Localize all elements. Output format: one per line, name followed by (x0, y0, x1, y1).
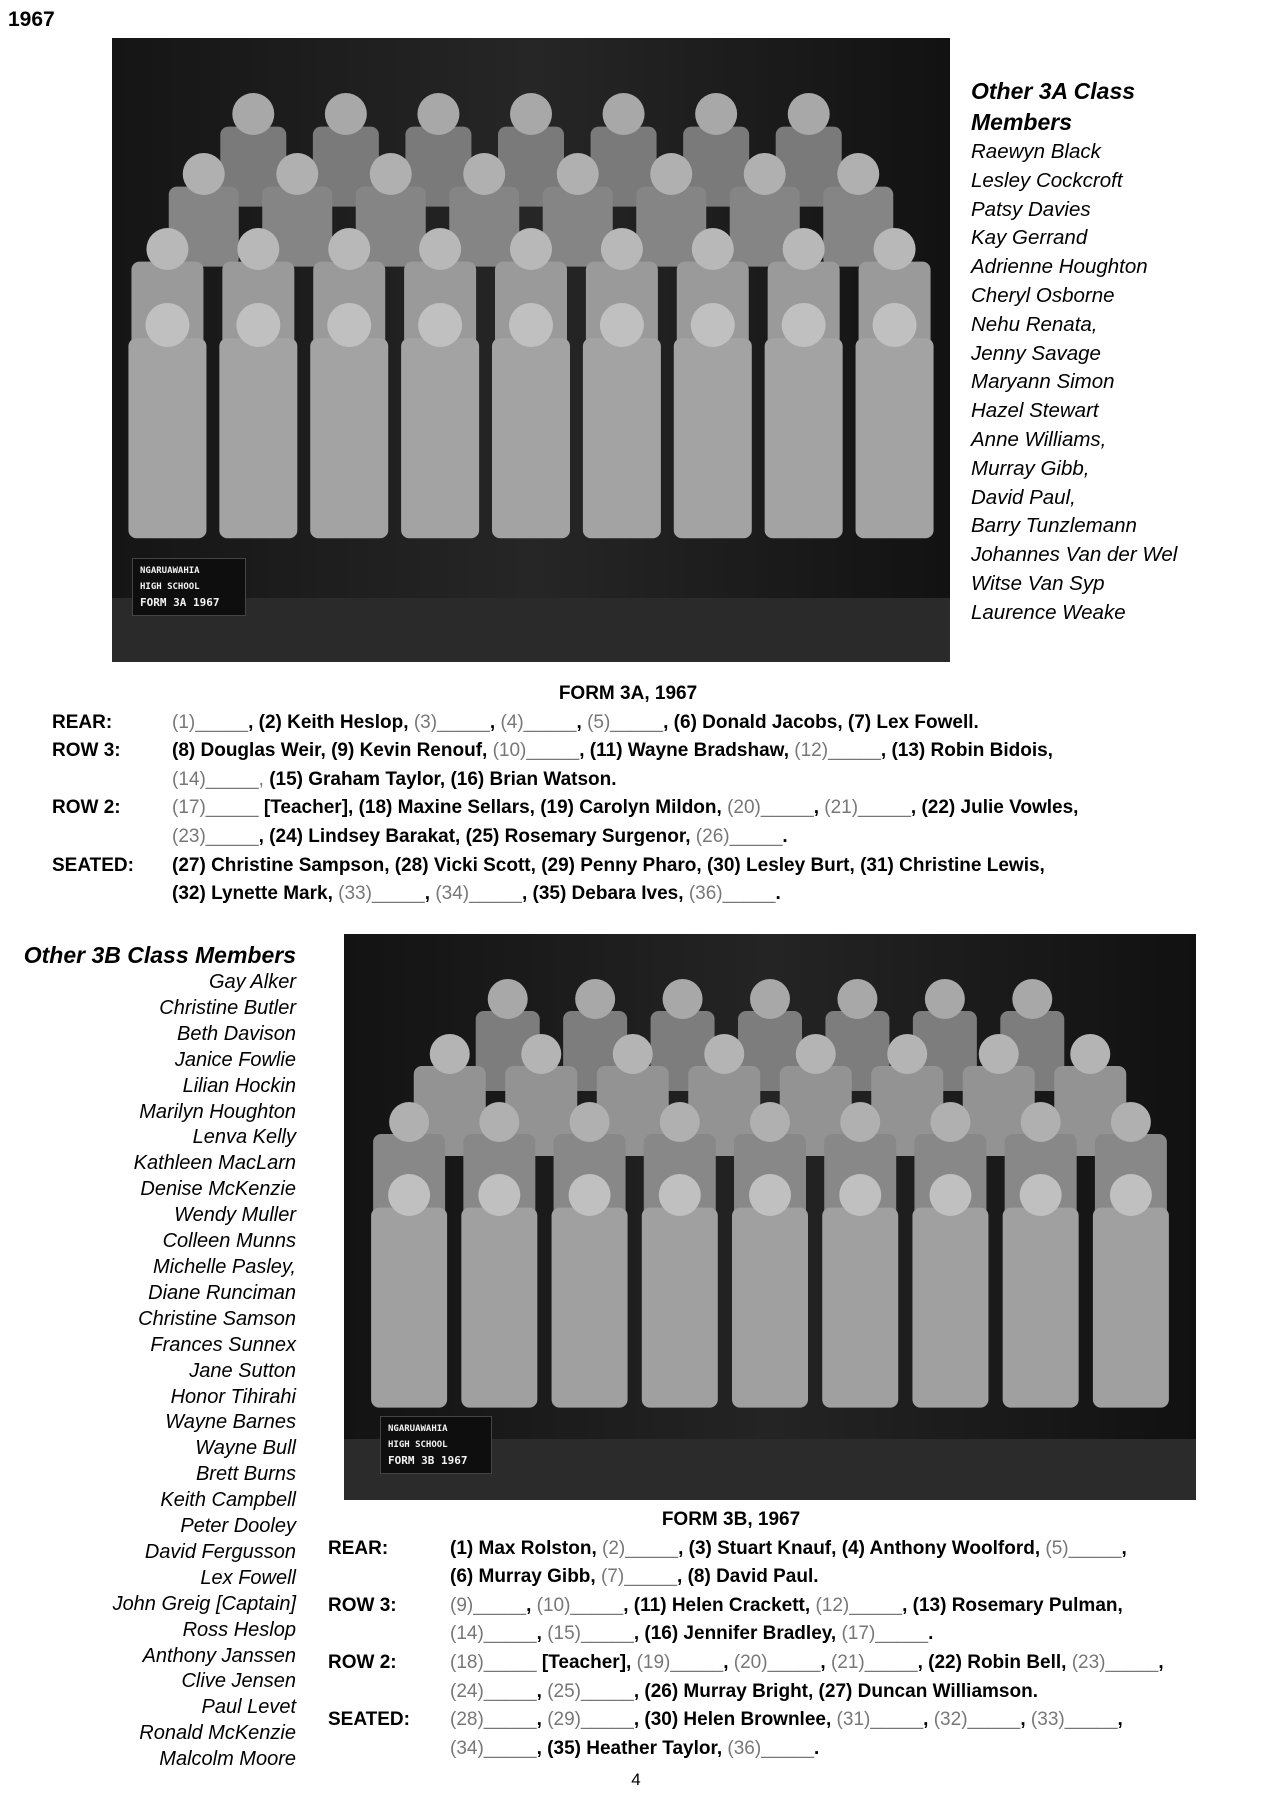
student-figure-head (327, 303, 371, 347)
student-names: . (814, 1737, 820, 1759)
placard-school-line-2: HIGH SCHOOL (388, 1440, 448, 1450)
unidentified-placeholder: (12)_____ (794, 740, 881, 762)
student-figure-head (839, 1174, 881, 1216)
student-names: , (35) Debara Ives, (521, 883, 689, 905)
caption-line (450, 1706, 1268, 1735)
form-3a-caption-rows (52, 709, 1252, 909)
student-figure-head (887, 1034, 927, 1074)
unidentified-placeholder: (9)_____ (450, 1594, 527, 1616)
placard-school-line-2: HIGH SCHOOL (140, 582, 200, 592)
student-figure-body (583, 338, 661, 538)
caption-line (450, 1620, 1268, 1649)
form-3b-photo-placard (380, 1416, 492, 1474)
unidentified-placeholder: (1)_____ (172, 711, 249, 733)
student-figure-head (232, 93, 274, 135)
form-3a-caption-title: FORM 3A, 1967 (558, 683, 698, 704)
student-figure-head (600, 303, 644, 347)
student-names: . (928, 1623, 934, 1645)
student-figure-head (783, 228, 825, 270)
caption-line (450, 1649, 1268, 1678)
student-figure-head (837, 979, 877, 1019)
class-member-name: Nehu Renata, (971, 312, 1098, 336)
student-figure-head (1110, 1174, 1152, 1216)
unidentified-placeholder: (21)_____ (824, 797, 911, 819)
page-number: 4 (631, 1770, 641, 1789)
class-member-name: Janice Fowlie (174, 1048, 296, 1071)
caption-row-names (172, 794, 1252, 851)
student-figure-body (1003, 1208, 1079, 1408)
student-figure-body (856, 338, 934, 538)
student-figure-head (840, 1102, 880, 1142)
student-figure-head (236, 303, 280, 347)
student-names: , (576, 711, 588, 733)
caption-line (450, 1678, 1268, 1707)
unidentified-placeholder: (21)_____ (830, 1651, 918, 1673)
student-figure-head (325, 93, 367, 135)
student-figure-body (674, 338, 752, 538)
student-names: (8) Douglas Weir, (9) Kevin Renouf, (172, 740, 493, 762)
placard-form-label: FORM 3A 1967 (140, 596, 220, 609)
student-figure-head (328, 228, 370, 270)
student-figure-head (1021, 1102, 1061, 1142)
class-member-name: Ross Heslop (182, 1618, 296, 1641)
caption-row (52, 709, 1252, 738)
caption-line (450, 1535, 1268, 1564)
unidentified-placeholder: (20)_____ (727, 797, 814, 819)
unidentified-placeholder: (17)_____ (172, 797, 259, 819)
unidentified-placeholder: (33)_____ (1030, 1709, 1118, 1731)
class-member-name: Anne Williams, (971, 427, 1107, 451)
caption-row-names (450, 1706, 1268, 1763)
student-names: , (2) Keith Heslop, (248, 711, 414, 733)
student-figure-head (749, 1174, 791, 1216)
class-member-name: Lesley Cockcroft (971, 168, 1123, 192)
student-names: , (536, 1709, 548, 1731)
caption-line (450, 1563, 1268, 1592)
student-names: [Teacher], (536, 1651, 637, 1673)
student-figure-head (417, 93, 459, 135)
student-names: , (16) Jennifer Bradley, (633, 1623, 842, 1645)
unidentified-placeholder: (36)_____ (727, 1737, 815, 1759)
form-3a-caption (52, 680, 1252, 909)
placard-school-line-1: NGARUAWAHIA (388, 1424, 448, 1434)
student-figure-head (659, 1174, 701, 1216)
class-member-name: Adrienne Houghton (971, 255, 1148, 279)
caption-row-names (450, 1592, 1268, 1649)
student-figure-head (650, 153, 692, 195)
student-figure-body (1093, 1208, 1169, 1408)
unidentified-placeholder: (23)_____ (1071, 1651, 1159, 1673)
unidentified-placeholder: (23)_____ (172, 825, 259, 847)
student-names: , (813, 797, 825, 819)
student-figure-head (796, 1034, 836, 1074)
unidentified-placeholder: (34)_____ (450, 1737, 537, 1759)
class-member-name: Christine Butler (159, 996, 296, 1019)
student-names: , (526, 1594, 537, 1616)
class-member-name: Denise McKenzie (140, 1178, 296, 1201)
caption-row (328, 1535, 1268, 1592)
student-figure-head (183, 153, 225, 195)
student-names: , (1117, 1709, 1123, 1731)
student-figure-body (219, 338, 297, 538)
student-figure-head (837, 153, 879, 195)
student-names: , (489, 711, 501, 733)
unidentified-placeholder: (10)_____ (536, 1594, 624, 1616)
student-figure-head (704, 1034, 744, 1074)
caption-line (172, 852, 1252, 881)
caption-line (172, 737, 1252, 766)
student-figure-head (509, 303, 553, 347)
class-member-name: Colleen Munns (162, 1230, 296, 1253)
student-names: , (424, 883, 436, 905)
class-member-name: John Greig [Captain] (112, 1592, 296, 1615)
class-member-name: Michelle Pasley, (152, 1255, 296, 1278)
unidentified-placeholder: (33)_____ (338, 883, 425, 905)
class-member-name: Murray Gibb, (971, 456, 1090, 480)
student-names: . (775, 883, 781, 905)
caption-row-label: REAR: (52, 711, 113, 733)
other-3b-class-members (12, 940, 296, 1773)
unidentified-placeholder: (36)_____ (688, 883, 776, 905)
student-names: (15) Graham Taylor, (16) Brian Watson. (269, 768, 617, 790)
other-3a-name-list (971, 138, 1261, 628)
class-member-name: Barry Tunzlemann (971, 514, 1137, 538)
student-names: , (536, 1623, 548, 1645)
placard-school-line-1: NGARUAWAHIA (140, 566, 200, 576)
student-names: , (8) David Paul. (677, 1566, 819, 1588)
caption-row (328, 1706, 1268, 1763)
student-figure-head (1020, 1174, 1062, 1216)
student-names: , (13) Rosemary Pulman, (902, 1594, 1123, 1616)
student-figure-body (128, 338, 206, 538)
student-figure-head (1070, 1034, 1110, 1074)
student-figure-head (478, 1174, 520, 1216)
student-names: , (923, 1709, 934, 1731)
student-names: (6) Murray Gibb, (450, 1566, 601, 1588)
student-names: , (30) Helen Brownlee, (633, 1709, 837, 1731)
student-figure-head (370, 153, 412, 195)
caption-row (52, 852, 1252, 909)
student-figure-head (603, 93, 645, 135)
student-figure-head (145, 303, 189, 347)
student-figure-head (1111, 1102, 1151, 1142)
class-member-name: Jane Sutton (189, 1359, 296, 1382)
student-figure-body (310, 338, 388, 538)
class-member-name: Peter Dooley (180, 1515, 296, 1538)
student-names: (1) Max Rolston, (450, 1537, 603, 1559)
student-figure-head (925, 979, 965, 1019)
form-3a-class-photo (112, 38, 950, 662)
unidentified-placeholder: (2)_____ (602, 1537, 679, 1559)
unidentified-placeholder: (19)_____ (636, 1651, 724, 1673)
class-member-name: Lilian Hockin (182, 1074, 296, 1097)
student-figure-head (430, 1034, 470, 1074)
student-names: , (22) Robin Bell, (917, 1651, 1072, 1673)
class-member-name: David Paul, (971, 485, 1076, 509)
student-figure-head (557, 153, 599, 195)
student-figure-head (237, 228, 279, 270)
student-figure-head (691, 303, 735, 347)
student-figure-body (642, 1208, 718, 1408)
other-3b-heading: Other 3B Class Members (23, 942, 296, 968)
student-figure-head (744, 153, 786, 195)
form-3b-caption-rows (328, 1535, 1268, 1764)
student-names: , (11) Helen Crackett, (623, 1594, 816, 1616)
class-member-name: Beth Davison (177, 1022, 296, 1045)
unidentified-placeholder: (15)_____ (547, 1623, 634, 1645)
caption-line (172, 794, 1252, 823)
student-figure-head (569, 1174, 611, 1216)
student-figure-body (822, 1208, 898, 1408)
caption-row-label: SEATED: (328, 1709, 410, 1731)
student-figure-head (419, 228, 461, 270)
form-3b-caption (328, 1506, 1268, 1763)
class-member-name: Laurence Weake (971, 600, 1126, 624)
caption-row-label: ROW 2: (52, 797, 121, 819)
other-3a-heading-line-1: Other 3A Class (971, 78, 1136, 104)
placard-form-label: FORM 3B 1967 (388, 1454, 468, 1467)
student-names: , (536, 1680, 548, 1702)
unidentified-placeholder: (28)_____ (450, 1709, 537, 1731)
caption-row-label: SEATED: (52, 854, 134, 876)
student-figure-body (401, 338, 479, 538)
class-member-name: Johannes Van der Wel (971, 543, 1178, 567)
student-names: , (13) Robin Bidois, (880, 740, 1053, 762)
unidentified-placeholder: (31)_____ (836, 1709, 924, 1731)
unidentified-placeholder: (34)_____ (435, 883, 522, 905)
unidentified-placeholder: (3)_____ (413, 711, 490, 733)
student-figure-head (692, 228, 734, 270)
unidentified-placeholder: (4)_____ (500, 711, 577, 733)
class-member-name: Christine Samson (138, 1307, 296, 1330)
student-names: , (3) Stuart Knauf, (4) Anthony Woolford, (678, 1537, 1046, 1559)
class-member-name: Maryann Simon (971, 370, 1115, 394)
caption-line (172, 709, 1252, 738)
student-figure-head (613, 1034, 653, 1074)
student-figure-body (732, 1208, 808, 1408)
student-figure-head (488, 979, 528, 1019)
caption-row (52, 737, 1252, 794)
student-names: (27) Christine Sampson, (28) Vicki Scott, (29) Penny Pharo, (30) Lesley Burt, (31) Christine Lewis, (172, 854, 1045, 876)
form-3a-photo-placard (132, 558, 246, 616)
caption-row-names (450, 1535, 1268, 1592)
student-names: , (11) Wayne Bradshaw, (579, 740, 795, 762)
class-member-name: Gay Alker (208, 971, 296, 993)
student-figure-head (463, 153, 505, 195)
caption-row (52, 794, 1252, 851)
student-figure-head (575, 979, 615, 1019)
caption-row (328, 1649, 1268, 1706)
student-names: , (6) Donald Jacobs, (7) Lex Fowell. (663, 711, 979, 733)
class-member-name: Lenva Kelly (192, 1126, 296, 1149)
student-names: , (1121, 1537, 1127, 1559)
caption-row (328, 1592, 1268, 1649)
student-figure-head (389, 1102, 429, 1142)
student-names: , (820, 1651, 831, 1673)
student-names: , (35) Heather Taylor, (536, 1737, 728, 1759)
caption-row-names (172, 852, 1252, 909)
student-figure-body (912, 1208, 988, 1408)
unidentified-placeholder: (29)_____ (547, 1709, 634, 1731)
other-3a-heading-line-2: Members (971, 109, 1072, 135)
student-figure-head (570, 1102, 610, 1142)
class-member-name: Malcolm Moore (159, 1748, 296, 1771)
class-member-name: Cheryl Osborne (971, 283, 1115, 307)
student-figure-head (510, 93, 552, 135)
class-member-name: Witse Van Syp (971, 571, 1105, 595)
class-member-name: Hazel Stewart (971, 399, 1099, 423)
student-names: (32) Lynette Mark, (172, 883, 339, 905)
class-member-name: Marilyn Houghton (139, 1100, 296, 1123)
class-member-name: David Fergusson (144, 1540, 296, 1563)
unidentified-placeholder: (14)_____ (450, 1623, 537, 1645)
caption-row-label: ROW 2: (328, 1651, 397, 1673)
class-member-name: Honor Tihirahi (170, 1385, 296, 1408)
unidentified-placeholder: (7)_____ (600, 1566, 678, 1588)
class-member-name: Paul Levet (201, 1696, 296, 1719)
caption-row-names (172, 737, 1252, 794)
student-names: . (782, 825, 788, 847)
unidentified-placeholder: (26)_____ (695, 825, 783, 847)
unidentified-placeholder: (20)_____ (733, 1651, 821, 1673)
student-figure-head (388, 1174, 430, 1216)
class-member-name: Wayne Barnes (165, 1411, 296, 1434)
class-member-name: Wendy Muller (174, 1204, 296, 1227)
class-member-name: Kay Gerrand (971, 226, 1088, 250)
student-figure-head (663, 979, 703, 1019)
caption-line (172, 823, 1252, 852)
student-figure-head (601, 228, 643, 270)
unidentified-placeholder: (12)_____ (815, 1594, 903, 1616)
page-year-heading: 1967 (8, 8, 55, 31)
student-figure-head (929, 1174, 971, 1216)
student-figure-head (782, 303, 826, 347)
unidentified-placeholder: (25)_____ (547, 1680, 634, 1702)
student-figure-head (874, 228, 916, 270)
caption-row-label: ROW 3: (52, 740, 121, 762)
student-figure-body (492, 338, 570, 538)
caption-line (450, 1735, 1268, 1764)
student-figure-head (276, 153, 318, 195)
class-member-name: Jenny Savage (971, 341, 1101, 365)
student-figure-head (146, 228, 188, 270)
unidentified-placeholder: (5)_____ (587, 711, 664, 733)
caption-line (172, 766, 1252, 795)
class-member-name: Clive Jensen (181, 1670, 296, 1693)
caption-row-names (172, 709, 1252, 738)
caption-line (450, 1592, 1268, 1621)
caption-line (172, 880, 1252, 909)
class-member-name: Diane Runciman (148, 1281, 296, 1304)
student-figure-head (418, 303, 462, 347)
student-figure-head (1012, 979, 1052, 1019)
caption-row-label: ROW 3: (328, 1594, 397, 1616)
unidentified-placeholder: (32)_____ (933, 1709, 1021, 1731)
student-figure-head (930, 1102, 970, 1142)
class-member-name: Patsy Davies (971, 197, 1091, 221)
student-figure-head (788, 93, 830, 135)
caption-row-names (450, 1649, 1268, 1706)
student-figure-body (552, 1208, 628, 1408)
class-member-name: Brett Burns (195, 1463, 296, 1486)
student-names: [Teacher], (18) Maxine Sellars, (19) Carolyn Mildon, (258, 797, 728, 819)
student-names: , (1158, 1651, 1164, 1673)
class-member-name: Frances Sunnex (150, 1333, 296, 1356)
student-figure-head (979, 1034, 1019, 1074)
class-member-name: Lex Fowell (200, 1566, 296, 1589)
class-member-name: Ronald McKenzie (139, 1722, 296, 1745)
form-3b-class-photo (344, 934, 1196, 1500)
unidentified-placeholder: (14)_____, (172, 768, 270, 790)
unidentified-placeholder: (18)_____ (450, 1651, 537, 1673)
other-3b-name-list (12, 970, 296, 1773)
student-figure-head (873, 303, 917, 347)
form-3b-caption-title: FORM 3B, 1967 (661, 1509, 801, 1530)
student-figure-head (750, 979, 790, 1019)
student-names: , (22) Julie Vowles, (910, 797, 1079, 819)
unidentified-placeholder: (5)_____ (1045, 1537, 1122, 1559)
student-figure-body (371, 1208, 447, 1408)
student-figure-head (510, 228, 552, 270)
class-member-name: Anthony Janssen (142, 1644, 296, 1667)
other-3a-class-members (971, 76, 1261, 628)
student-names: , (26) Murray Bright, (27) Duncan Williamson. (633, 1680, 1038, 1702)
class-member-name: Wayne Bull (195, 1437, 296, 1460)
student-figure-head (479, 1102, 519, 1142)
class-member-name: Raewyn Black (971, 140, 1101, 163)
student-names: , (723, 1651, 734, 1673)
unidentified-placeholder: (10)_____ (492, 740, 580, 762)
student-figure-head (750, 1102, 790, 1142)
student-figure-head (660, 1102, 700, 1142)
class-member-name: Keith Campbell (160, 1489, 296, 1512)
student-figure-head (695, 93, 737, 135)
class-member-name: Kathleen MacLarn (133, 1152, 296, 1175)
caption-row-label: REAR: (328, 1537, 389, 1559)
unidentified-placeholder: (17)_____ (841, 1623, 929, 1645)
student-figure-body (461, 1208, 537, 1408)
student-names: , (1020, 1709, 1031, 1731)
student-figure-body (765, 338, 843, 538)
unidentified-placeholder: (24)_____ (450, 1680, 537, 1702)
student-names: , (24) Lindsey Barakat, (25) Rosemary Surgenor, (258, 825, 696, 847)
student-figure-head (521, 1034, 561, 1074)
